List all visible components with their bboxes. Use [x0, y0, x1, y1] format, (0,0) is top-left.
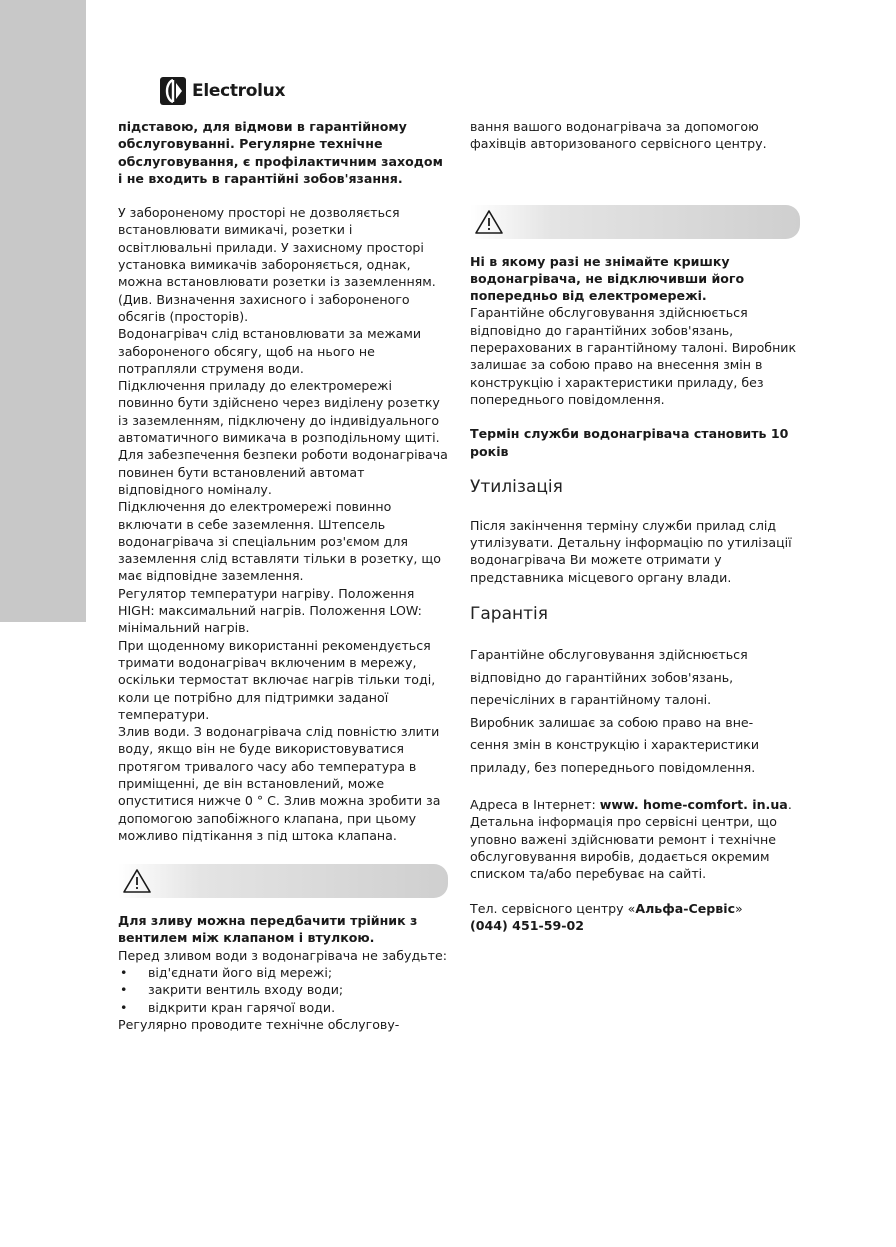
- service-life-text: Термін служби водонагрівача становить 10 років: [470, 426, 789, 459]
- right-column: [470, 118, 800, 934]
- paragraph: Для забезпечення безпеки роботи водонагрівача повинен бути встановлений автомат відповідного номіналу.: [118, 447, 448, 497]
- warning-banner: [118, 864, 448, 898]
- warning-triangle-icon: [122, 867, 152, 895]
- warranty-text: [470, 644, 800, 779]
- paragraph: Підключення до електромережі повинно включати в себе заземлення. Штепсель водонагрівача зі спеціальним роз'ємом для заземлення слід вставляти тільки в розетку, що має відповідне заземлення.: [118, 499, 441, 584]
- list-item: • закрити вентиль входу води;: [118, 981, 448, 998]
- side-tab-bar: [0, 0, 86, 622]
- service-center-text: [470, 900, 800, 917]
- paragraph: Підключення приладу до електромережі повинно бути здійснено через виділену розетку із заземленням, підключену до індивідуального автоматичного вимикача в розподільному щиті.: [118, 378, 440, 446]
- continuation-text: вання вашого водонагрівача за допомогою фахівців авторизованого сервісного центру.: [470, 119, 767, 152]
- internet-text: [470, 796, 800, 882]
- paragraph: У забороненому просторі не дозволяється встановлювати вимикачі, розетки і освітлювальні прилади. У захисному просторі установка вимикачів забороняється, однак, можна встановлювати розетки із заземленням. (Див. Визначення захисного і забороненого обсягів (просторів).: [118, 205, 436, 324]
- warning-banner: [470, 205, 800, 239]
- list-item: • відкрити кран гарячої води.: [118, 999, 448, 1016]
- paragraph: Водонагрівач слід встановлювати за межами забороненого обсягу, щоб на нього не потрапляли струменя води.: [118, 326, 422, 376]
- warranty-line: перечісліних в гарантійному талоні.: [470, 692, 712, 708]
- disposal-text: Після закінчення терміну служби прилад слід утилізувати. Детальну інформацію по утилізації водонагрівача Ви можете отримати у представника місцевого органу влади.: [470, 517, 792, 585]
- website-link[interactable]: www. home-comfort. in.ua: [599, 797, 788, 813]
- before-drain-text: Перед зливом води з водонагрівача не забудьте:: [118, 947, 447, 963]
- internet-prefix: Адреса в Інтернет:: [470, 797, 600, 813]
- warranty-heading: Гарантія: [470, 604, 548, 625]
- list-item: • від'єднати його від мережі;: [118, 964, 448, 981]
- service-prefix: Тел. сервісного центру «: [470, 900, 636, 916]
- service-suffix: »: [735, 900, 743, 916]
- brand-name: Electrolux: [192, 81, 286, 101]
- closing-text: Регулярно проводите технічне обслугову-: [118, 1016, 400, 1032]
- electrolux-logo-icon: [160, 77, 186, 105]
- internet-suffix: . Детальна інформація про сервісні центри, що уповно важені здійснювати ремонт і технічне обслуговування виробів, додається окремим списком та/або перебуває на сайті.: [470, 797, 792, 882]
- warranty-line: Виробник залишає за собою право на вне-: [470, 714, 754, 730]
- warranty-line: сення змін в конструкцію і характеристики: [470, 737, 760, 753]
- drain-steps-list: [118, 964, 448, 1016]
- left-column: [118, 118, 448, 1033]
- intro-bold-text: підставою, для відмови в гарантійному обслуговуванні. Регулярне технічне обслуговування, є профілактичним заходом і не входить в гарантійні зобов'язання.: [118, 119, 443, 186]
- warranty-line: відповідно до гарантійних зобов'язань,: [470, 669, 734, 685]
- brand-logo: [160, 76, 285, 106]
- service-center-name: Альфа-Сервіс: [635, 900, 736, 916]
- warranty-line: Гарантійне обслуговування здійснюється: [470, 647, 748, 663]
- paragraph: Регулятор температури нагріву. Положення HIGH: максимальний нагрів. Положення LOW: мінімальний нагрів.: [118, 585, 422, 636]
- warning-triangle-icon: [474, 208, 504, 236]
- disposal-heading: Утилізація: [470, 476, 563, 497]
- paragraph: Злив води. З водонагрівача слід повністю злити воду, якщо він не буде використовуватися протягом тривалого часу або температура в приміщенні, де він встановлений, може опуститися нижче 0 ° С. Злив можна зробити за допомогою запобіжного клапана, при цьому можливо підтікання з під штока клапана.: [118, 724, 441, 843]
- drain-warning-bold: Для зливу можна передбачити трійник з вентилем між клапаном і втулкою.: [118, 913, 418, 946]
- warranty-note-text: Гарантійне обслуговування здійснюється відповідно до гарантійних зобов'язань, перерахованих в гарантійному талоні. Виробник залишає за собою право на внесення змін в конструкцію і характеристики приладу, без попереднього повідомлення.: [470, 305, 797, 407]
- service-phone: (044) 451-59-02: [470, 917, 584, 933]
- paragraph: При щоденному використанні рекомендується тримати водонагрівач включеним в мережу, оскільки термостат включає нагрів тільки тоді, коли це потрібно для підтримки заданої температури.: [118, 637, 436, 722]
- cover-warning-bold: Ні в якому разі не знімайте кришку водонагрівача, не відключивши його попередньо від електромережі.: [470, 253, 745, 304]
- warranty-line: приладу, без попереднього повідомлення.: [470, 759, 756, 775]
